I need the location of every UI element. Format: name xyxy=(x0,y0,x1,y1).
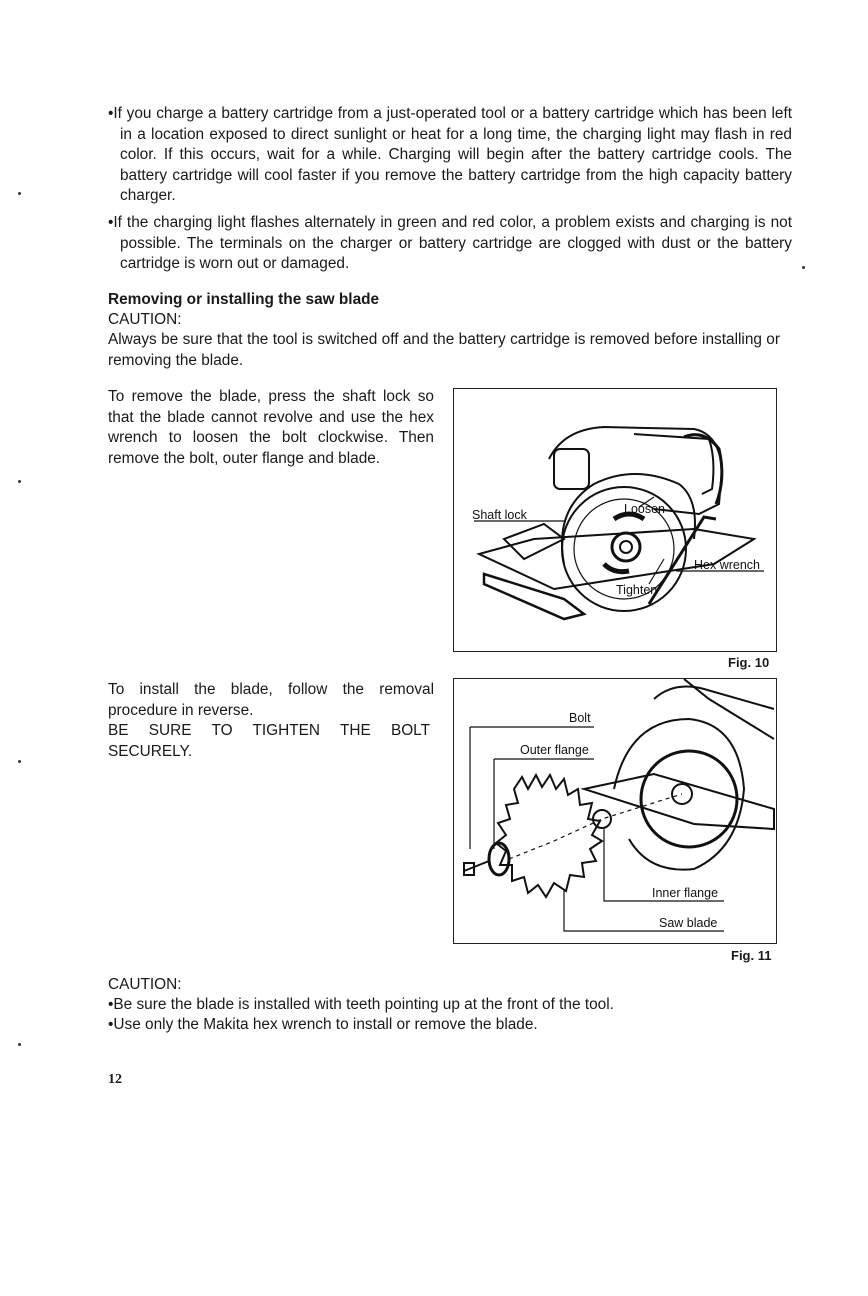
section-heading: Removing or installing the saw blade xyxy=(108,291,380,308)
page-number: 12 xyxy=(108,1072,122,1087)
loosen-callout: Loosen xyxy=(624,502,666,516)
figure-11-label: Fig. 11 xyxy=(731,948,772,963)
install-emphasis: BE SURE TO TIGHTEN THE BOLT SECURELY. xyxy=(108,722,430,760)
charging-note-fault: •If the charging light flashes alternately in green and red color, a problem exists and charging is not possible. The terminals on the charger or battery cartridge are clogged with dust or the battery cartridge is worn out or damaged. xyxy=(108,214,792,273)
bottom-caution-label: CAUTION: xyxy=(108,976,182,993)
caution-label: CAUTION: xyxy=(108,311,182,328)
saw-removal-illustration xyxy=(454,389,776,651)
charging-note-heat: •If you charge a battery cartridge from a just-operated tool or a battery cartridge which has been left in a location exposed to direct sunlight or heat for a long time, the charging light may flash in red color. If this occurs, wait for a while. Charging will begin after the battery cartridge cools. The battery cartridge will cool faster if you remove the battery cartridge from the high capacity battery charger. xyxy=(108,105,792,205)
inner-flange-callout: Inner flange xyxy=(652,886,719,900)
caution-text: Always be sure that the tool is switched off and the battery cartridge is removed before installing or removing the blade. xyxy=(108,331,780,369)
hex-wrench-callout: Hex wrench xyxy=(694,558,760,572)
scan-mark xyxy=(18,192,21,195)
blade-assembly-illustration xyxy=(454,679,776,943)
scan-mark xyxy=(18,760,21,763)
install-instructions: To install the blade, follow the removal procedure in reverse. xyxy=(108,681,434,719)
shaft-lock-callout: Shaft lock xyxy=(472,508,527,522)
caution-item-hex-wrench: •Use only the Makita hex wrench to install or remove the blade. xyxy=(108,1016,538,1033)
scan-mark xyxy=(802,266,805,269)
scan-mark xyxy=(18,1043,21,1046)
tighten-callout: Tighten xyxy=(616,583,658,597)
figure-11 xyxy=(453,678,777,944)
figure-10-label: Fig. 10 xyxy=(728,655,770,670)
figure-10 xyxy=(453,388,777,652)
caution-item-blade-direction: •Be sure the blade is installed with teeth pointing up at the front of the tool. xyxy=(108,996,614,1013)
saw-blade-callout: Saw blade xyxy=(659,916,718,930)
remove-instructions: To remove the blade, press the shaft lock so that the blade cannot revolve and use the hex wrench to loosen the bolt clockwise. Then remove the bolt, outer flange and blade. xyxy=(108,388,434,467)
bolt-callout: Bolt xyxy=(569,711,591,725)
outer-flange-callout: Outer flange xyxy=(520,743,589,757)
scan-mark xyxy=(18,480,21,483)
